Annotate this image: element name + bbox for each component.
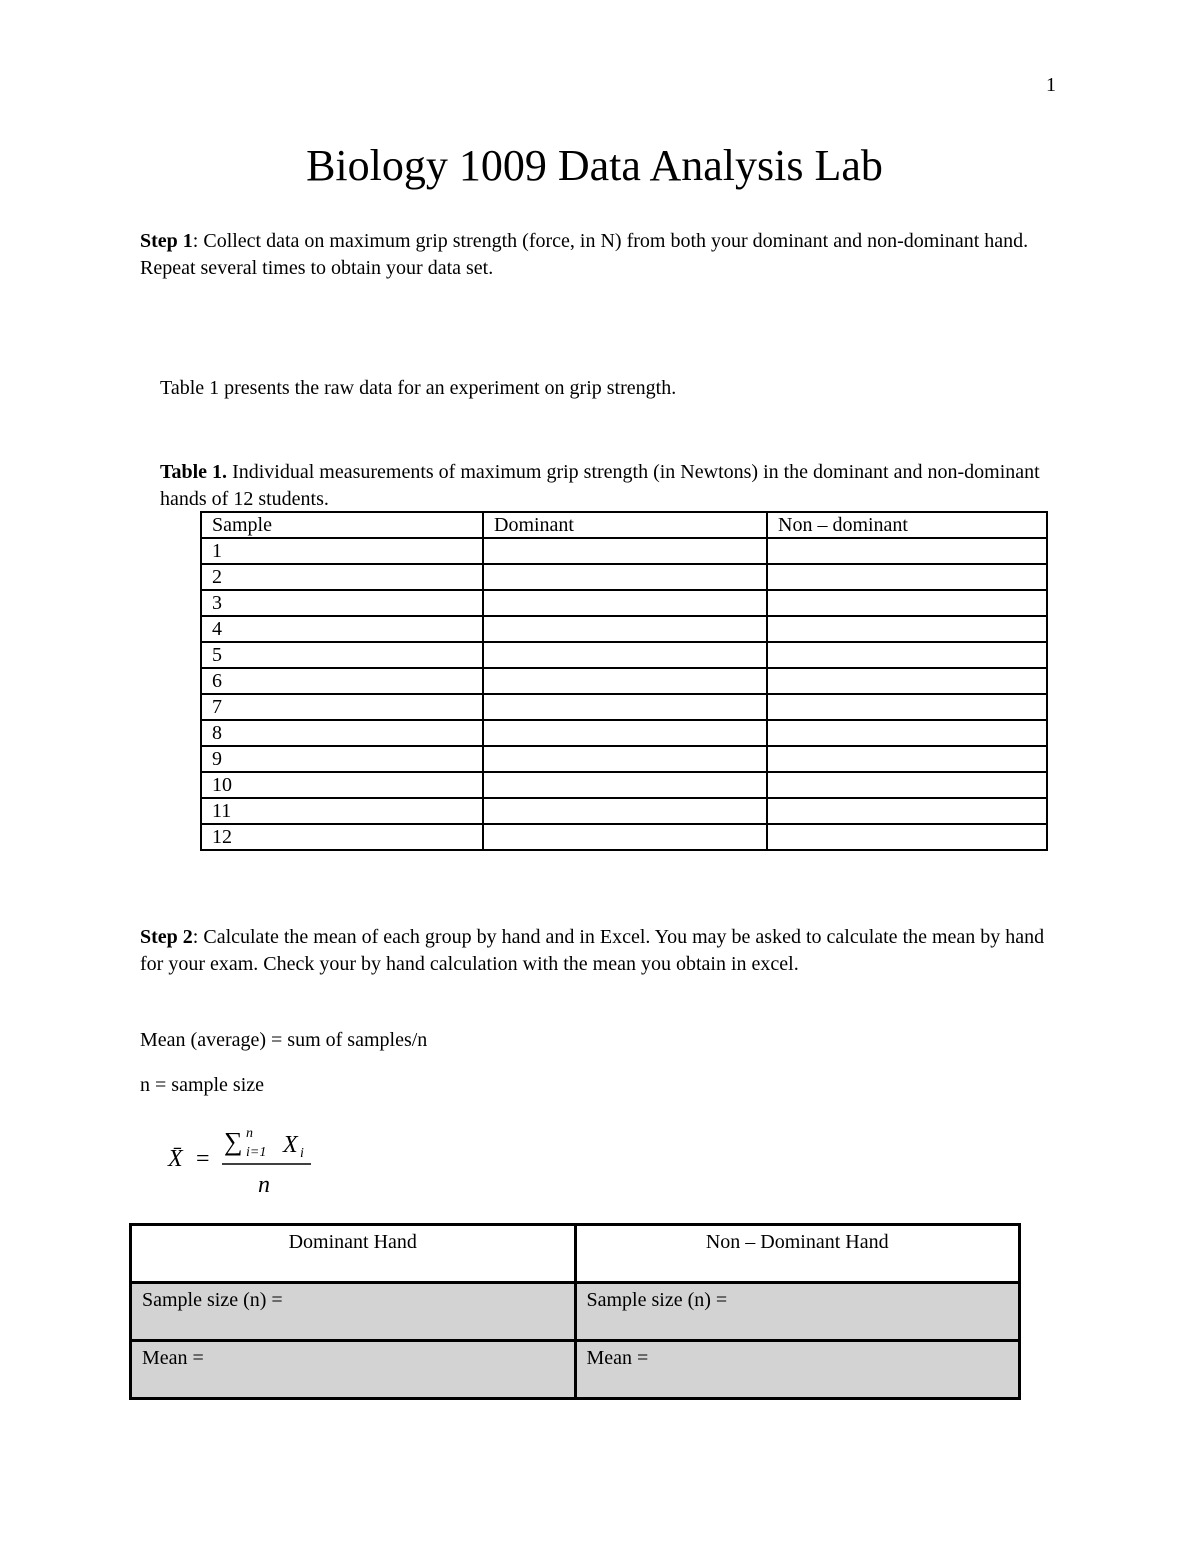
sample-cell: 2: [201, 564, 483, 590]
sample-cell: 3: [201, 590, 483, 616]
mean-definition: Mean (average) = sum of samples/n: [140, 1029, 428, 1051]
table-row: [201, 720, 1047, 746]
non-dominant-cell[interactable]: [767, 616, 1047, 642]
formula-upper-limit: n: [246, 1126, 253, 1141]
dominant-cell[interactable]: [483, 668, 767, 694]
table-row: [201, 564, 1047, 590]
dominant-cell[interactable]: [483, 798, 767, 824]
formula-sum-symbol: ∑: [224, 1127, 243, 1156]
step2-label: Step 2: [140, 926, 193, 948]
table-row: [201, 772, 1047, 798]
dominant-sample-size-cell[interactable]: Sample size (n) =: [131, 1283, 576, 1341]
formula-term: X: [283, 1132, 298, 1158]
table1-caption-text: Individual measurements of maximum grip strength (in Newtons) in the dominant and non-dominant hands of 12 students.: [160, 461, 1040, 510]
sample-cell: 6: [201, 668, 483, 694]
non-dominant-cell[interactable]: [767, 668, 1047, 694]
header-non-dominant: Non – dominant: [767, 512, 1047, 538]
dominant-cell[interactable]: [483, 694, 767, 720]
table-row: [201, 694, 1047, 720]
sample-cell: 10: [201, 772, 483, 798]
dominant-cell[interactable]: [483, 772, 767, 798]
dominant-mean-cell[interactable]: Mean =: [131, 1341, 576, 1399]
sample-cell: 7: [201, 694, 483, 720]
header-sample: Sample: [201, 512, 483, 538]
formula-equals: =: [196, 1146, 210, 1172]
formula-denominator: n: [258, 1172, 270, 1198]
step1-label: Step 1: [140, 230, 193, 252]
table-header-row: [201, 512, 1047, 538]
dominant-cell[interactable]: [483, 590, 767, 616]
step1-paragraph: [140, 228, 1040, 282]
table-row: [201, 824, 1047, 850]
page-title: Biology 1009 Data Analysis Lab: [306, 141, 883, 190]
dominant-cell[interactable]: [483, 824, 767, 850]
sample-cell: 8: [201, 720, 483, 746]
table-row: [201, 642, 1047, 668]
non-dominant-cell[interactable]: [767, 772, 1047, 798]
non-dominant-cell[interactable]: [767, 746, 1047, 772]
table-intro-text: Table 1 presents the raw data for an experiment on grip strength.: [160, 377, 677, 399]
summary-header-row: [131, 1225, 1020, 1283]
summary-header-dominant: Dominant Hand: [131, 1225, 576, 1283]
step2-text: : Calculate the mean of each group by hand and in Excel. You may be asked to calculate the mean by hand for your exam. Check your by hand calculation with the mean you obtain in excel.: [140, 926, 1045, 975]
mean-formula: [166, 1124, 336, 1204]
dominant-cell[interactable]: [483, 720, 767, 746]
table-row: [201, 668, 1047, 694]
dominant-cell[interactable]: [483, 564, 767, 590]
sample-size-definition: n = sample size: [140, 1074, 265, 1096]
header-dominant: Dominant: [483, 512, 767, 538]
summary-row-mean: [131, 1341, 1020, 1399]
step2-paragraph: [140, 924, 1045, 978]
formula-term-subscript: i: [300, 1146, 304, 1161]
table-row: [201, 798, 1047, 824]
sample-cell: 4: [201, 616, 483, 642]
sample-cell: 5: [201, 642, 483, 668]
table-row: [201, 538, 1047, 564]
non-dominant-cell[interactable]: [767, 642, 1047, 668]
non-dominant-mean-cell[interactable]: Mean =: [575, 1341, 1020, 1399]
sample-cell: 1: [201, 538, 483, 564]
summary-header-non-dominant: Non – Dominant Hand: [575, 1225, 1020, 1283]
mean-summary-table: [129, 1223, 1021, 1400]
non-dominant-sample-size-cell[interactable]: Sample size (n) =: [575, 1283, 1020, 1341]
sample-cell: 11: [201, 798, 483, 824]
non-dominant-cell[interactable]: [767, 824, 1047, 850]
table-row: [201, 590, 1047, 616]
non-dominant-cell[interactable]: [767, 538, 1047, 564]
non-dominant-cell[interactable]: [767, 720, 1047, 746]
table1-caption-label: Table 1.: [160, 461, 228, 483]
grip-strength-table: [200, 511, 1048, 851]
dominant-cell[interactable]: [483, 746, 767, 772]
dominant-cell[interactable]: [483, 538, 767, 564]
formula-lhs: X̄: [168, 1146, 183, 1172]
dominant-cell[interactable]: [483, 642, 767, 668]
formula-lower-limit: i=1: [246, 1145, 267, 1160]
non-dominant-cell[interactable]: [767, 798, 1047, 824]
sample-cell: 12: [201, 824, 483, 850]
non-dominant-cell[interactable]: [767, 564, 1047, 590]
table1-caption: [160, 459, 1060, 513]
page-number: 1: [1046, 74, 1056, 96]
table-row: [201, 616, 1047, 642]
dominant-cell[interactable]: [483, 616, 767, 642]
non-dominant-cell[interactable]: [767, 590, 1047, 616]
sample-cell: 9: [201, 746, 483, 772]
step1-text: : Collect data on maximum grip strength (force, in N) from both your dominant and non-dominant hand. Repeat several times to obtain your data set.: [140, 230, 1029, 279]
non-dominant-cell[interactable]: [767, 694, 1047, 720]
summary-row-sample-size: [131, 1283, 1020, 1341]
table-row: [201, 746, 1047, 772]
